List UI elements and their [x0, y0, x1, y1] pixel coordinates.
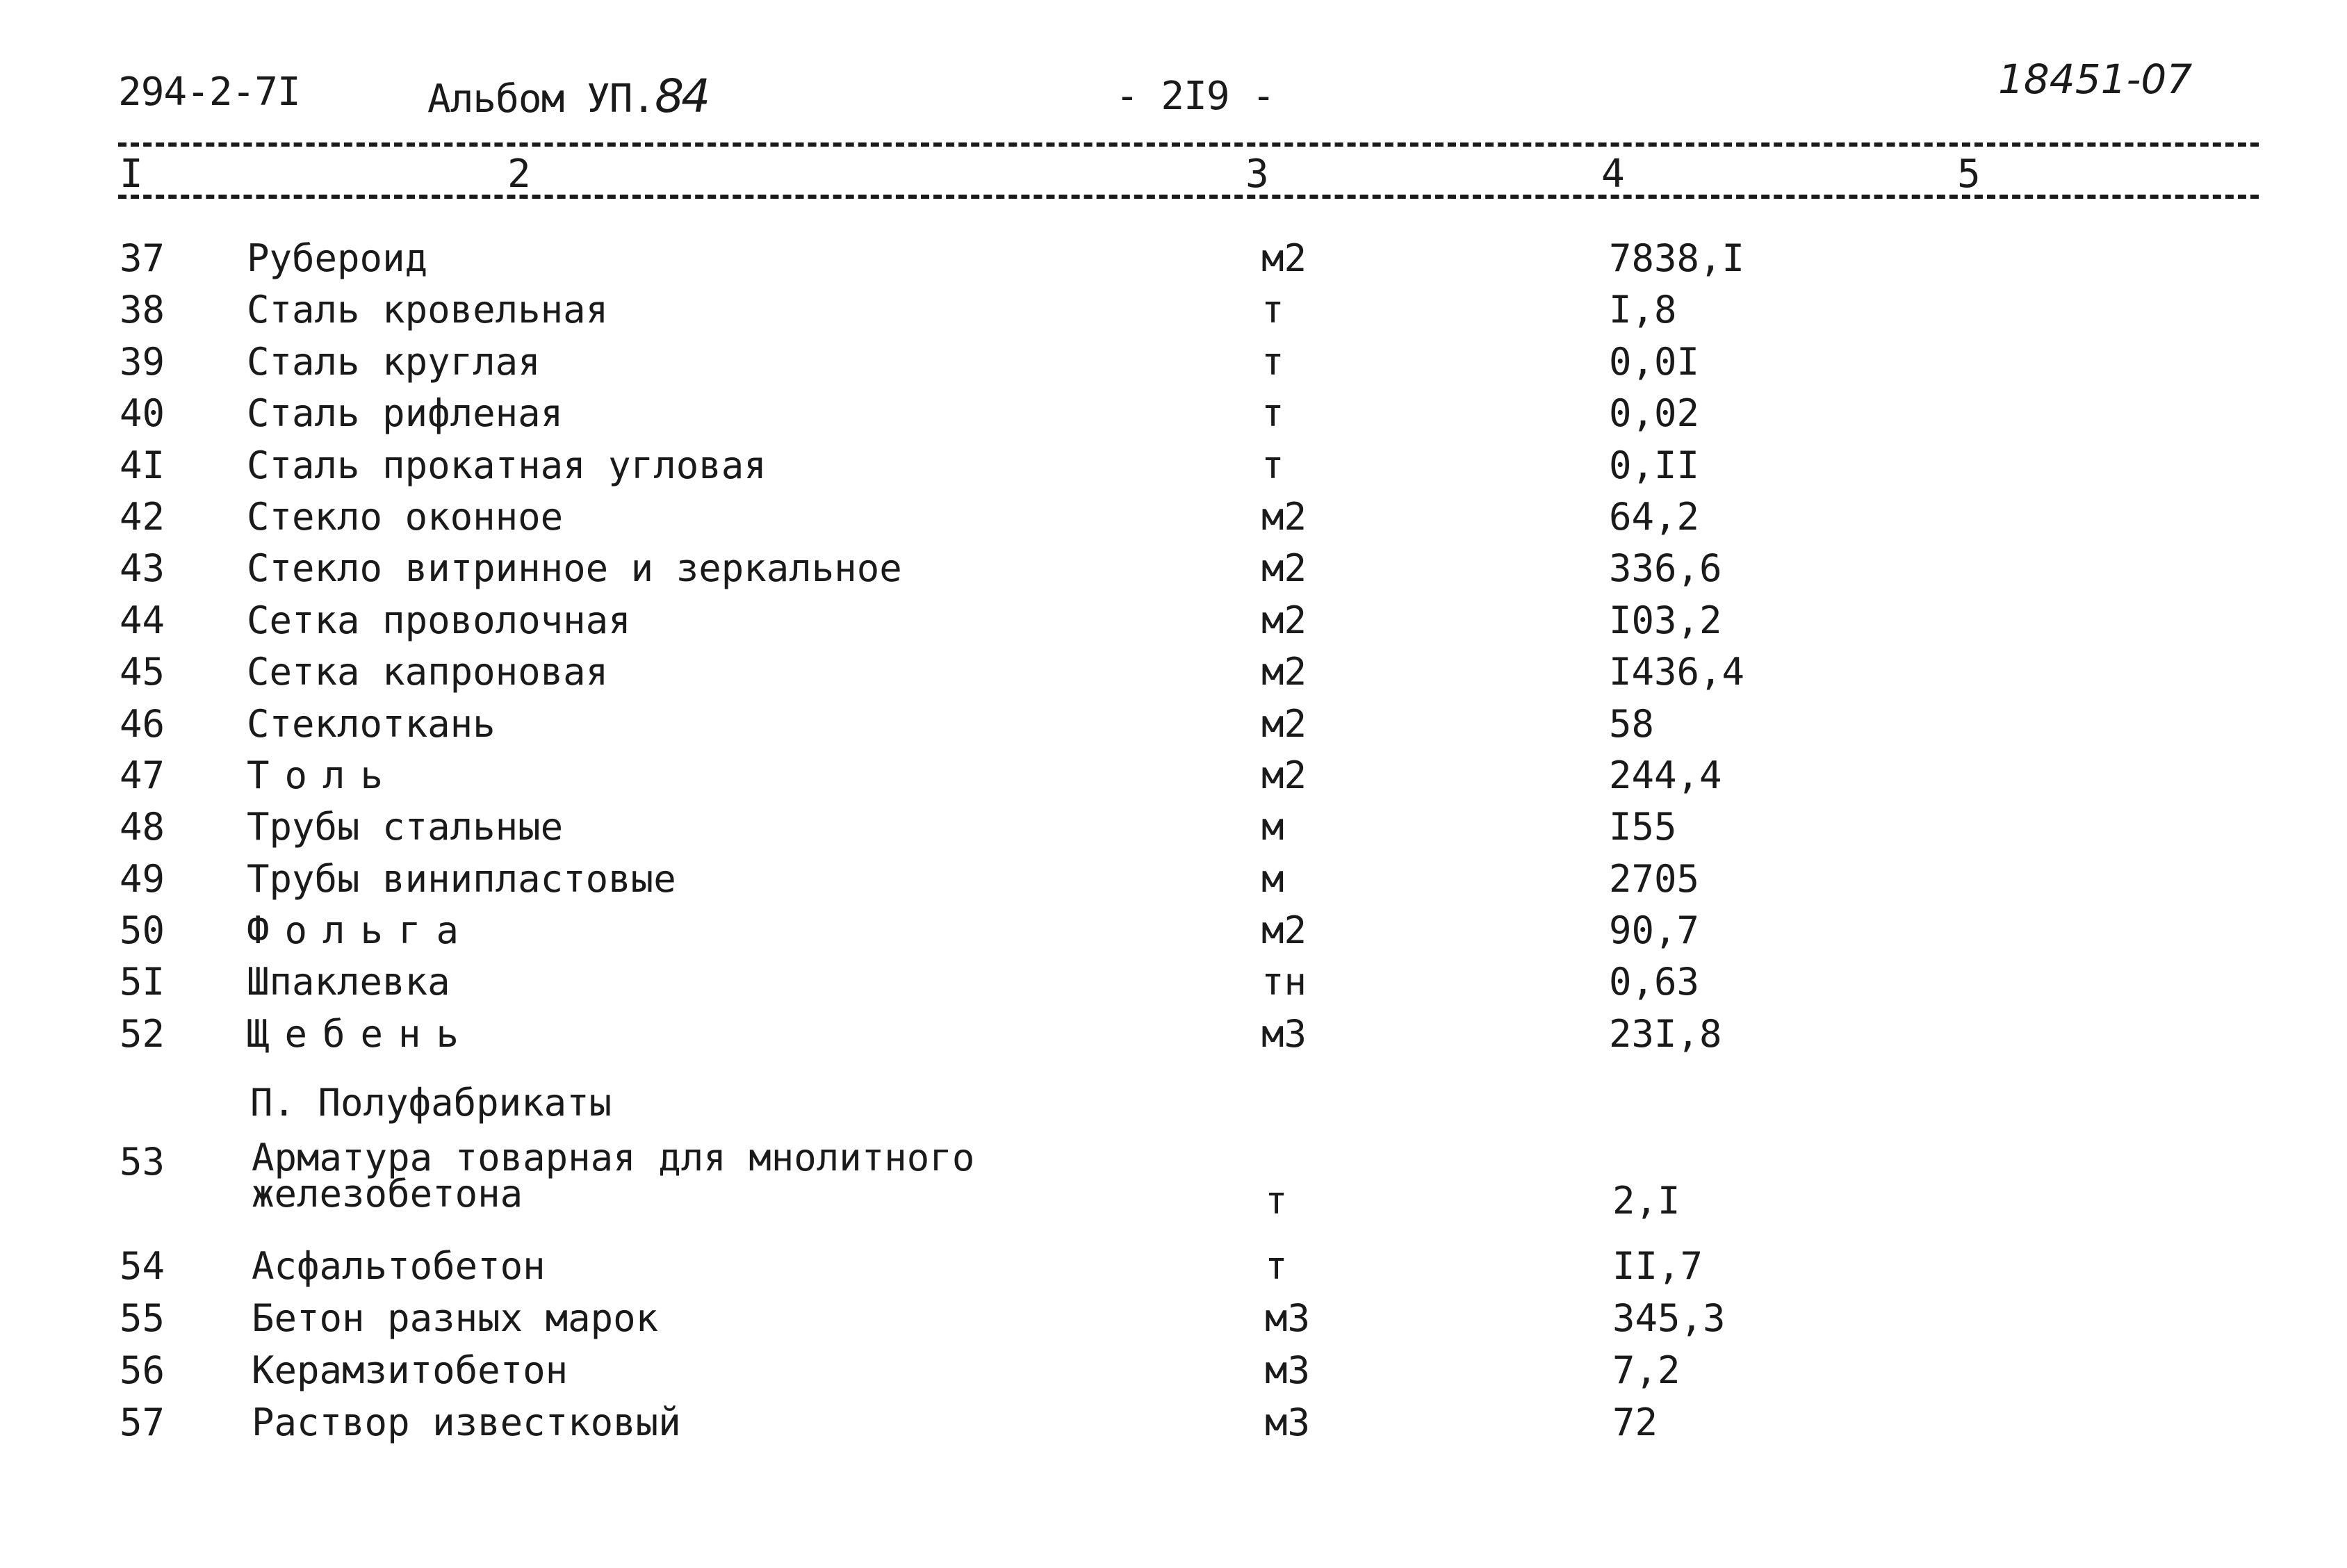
- unit: т: [1261, 339, 1284, 384]
- row-number: 54: [120, 1244, 165, 1288]
- material-name: Керамзитобетон: [252, 1348, 569, 1392]
- materials-table: [0, 236, 2347, 1063]
- table-row: [0, 1348, 2347, 1400]
- quantity: 64,2: [1609, 494, 1700, 539]
- row-number: 37: [120, 236, 165, 280]
- unit: т: [1265, 1179, 1288, 1223]
- material-name: Трубы стальные: [247, 805, 564, 849]
- album-label-text: Альбом УП.: [427, 76, 655, 122]
- quantity: 23I,8: [1609, 1011, 1722, 1056]
- unit: м3: [1265, 1296, 1311, 1340]
- table-header-bottom-rule: [118, 195, 2259, 199]
- quantity: I436,4: [1609, 650, 1745, 694]
- table-row: [0, 495, 2347, 546]
- table-row: [0, 908, 2347, 960]
- row-number: 47: [120, 753, 165, 797]
- column-number-4: 4: [1601, 152, 1625, 197]
- row-number: 38: [120, 288, 165, 332]
- unit: т: [1261, 391, 1284, 436]
- row-number: 55: [120, 1296, 165, 1340]
- material-name: Сталь кровельная: [247, 288, 609, 332]
- table-row: [0, 546, 2347, 598]
- row-number: 5I: [120, 960, 165, 1004]
- table-row: [0, 340, 2347, 391]
- document-code: 294-2-7I: [118, 70, 300, 115]
- unit: тн: [1261, 960, 1307, 1004]
- material-name: Щебень: [247, 1011, 475, 1056]
- table-row: [0, 960, 2347, 1011]
- unit: т: [1261, 443, 1284, 487]
- material-name: Асфальтобетон: [252, 1244, 546, 1288]
- material-name: Сетка капроновая: [247, 650, 609, 694]
- column-number-5: 5: [1957, 152, 1981, 197]
- material-name: Толь: [247, 753, 399, 797]
- row-number: 40: [120, 391, 165, 436]
- quantity: 0,02: [1609, 391, 1700, 436]
- column-number-3: 3: [1245, 152, 1269, 197]
- unit: т: [1265, 1244, 1288, 1288]
- table-row: [0, 857, 2347, 908]
- row-number: 4I: [120, 443, 165, 487]
- unit: м2: [1261, 701, 1307, 746]
- unit: м: [1261, 805, 1284, 849]
- unit: м2: [1261, 546, 1307, 591]
- table-row: [0, 702, 2347, 753]
- section-title: П. Полуфабрикаты: [250, 1081, 612, 1125]
- table-row: [0, 1136, 2347, 1244]
- unit: т: [1261, 288, 1284, 332]
- material-name: Фольга: [247, 908, 475, 953]
- material-name: Сетка проволочная: [247, 598, 631, 642]
- material-name: Арматура товарная для мнолитного железобетона: [252, 1136, 975, 1216]
- quantity: II,7: [1612, 1244, 1703, 1288]
- quantity: 90,7: [1609, 908, 1700, 953]
- table-row: [0, 288, 2347, 339]
- table-row: [0, 391, 2347, 443]
- semifinished-table: [0, 1136, 2347, 1453]
- material-name: Стекло витринное и зеркальное: [247, 546, 902, 591]
- row-number: 44: [120, 598, 165, 642]
- unit: м2: [1261, 236, 1307, 280]
- quantity: I03,2: [1609, 598, 1722, 642]
- quantity: 58: [1609, 701, 1655, 746]
- quantity: 336,6: [1609, 546, 1722, 591]
- handwritten-stamp: 18451-07: [1998, 56, 2193, 103]
- table-header-top-rule: [118, 142, 2259, 147]
- quantity: 0,II: [1609, 443, 1700, 487]
- row-number: 56: [120, 1348, 165, 1392]
- album-label: [427, 70, 708, 123]
- unit: м3: [1265, 1348, 1311, 1392]
- quantity: 7,2: [1612, 1348, 1680, 1392]
- page-number: - 2I9 -: [1115, 74, 1275, 119]
- album-handwritten-number: 84: [655, 70, 708, 123]
- unit: м3: [1261, 1011, 1307, 1056]
- unit: м2: [1261, 753, 1307, 797]
- row-number: 52: [120, 1011, 165, 1056]
- table-row: [0, 443, 2347, 495]
- quantity: I55: [1609, 805, 1677, 849]
- unit: м2: [1261, 494, 1307, 539]
- material-name: Стекло оконное: [247, 494, 564, 539]
- quantity: I,8: [1609, 288, 1677, 332]
- unit: м2: [1261, 650, 1307, 694]
- table-row: [0, 753, 2347, 805]
- material-name: Сталь рифленая: [247, 391, 564, 436]
- unit: м2: [1261, 598, 1307, 642]
- material-name: Раствор известковый: [252, 1400, 681, 1444]
- row-number: 43: [120, 546, 165, 591]
- quantity: 2,I: [1612, 1179, 1680, 1223]
- unit: м: [1261, 856, 1284, 901]
- table-row: [0, 236, 2347, 288]
- quantity: 0,0I: [1609, 339, 1700, 384]
- column-number-1: I: [120, 152, 143, 197]
- row-number: 49: [120, 856, 165, 901]
- quantity: 345,3: [1612, 1296, 1726, 1340]
- row-number: 50: [120, 908, 165, 953]
- material-name: Трубы винипластовые: [247, 856, 676, 901]
- material-name: Сталь прокатная угловая: [247, 443, 767, 487]
- quantity: 72: [1612, 1400, 1658, 1444]
- material-name: Шпаклевка: [247, 960, 450, 1004]
- quantity: 244,4: [1609, 753, 1722, 797]
- table-row: [0, 1296, 2347, 1348]
- row-number: 39: [120, 339, 165, 384]
- table-row: [0, 650, 2347, 701]
- table-row: [0, 598, 2347, 650]
- material-name: Стеклоткань: [247, 701, 496, 746]
- quantity: 0,63: [1609, 960, 1700, 1004]
- row-number: 42: [120, 494, 165, 539]
- material-name: Бетон разных марок: [252, 1296, 659, 1340]
- quantity: 7838,I: [1609, 236, 1745, 280]
- material-name: Рубероид: [247, 236, 428, 280]
- quantity: 2705: [1609, 856, 1700, 901]
- table-row: [0, 1400, 2347, 1453]
- row-number: 57: [120, 1400, 165, 1444]
- unit: м3: [1265, 1400, 1311, 1444]
- unit: м2: [1261, 908, 1307, 953]
- column-number-2: 2: [507, 152, 531, 197]
- row-number: 53: [120, 1140, 165, 1184]
- table-row: [0, 1244, 2347, 1296]
- table-row: [0, 805, 2347, 856]
- material-name: Сталь круглая: [247, 339, 541, 384]
- row-number: 46: [120, 701, 165, 746]
- row-number: 48: [120, 805, 165, 849]
- table-row: [0, 1012, 2347, 1063]
- row-number: 45: [120, 650, 165, 694]
